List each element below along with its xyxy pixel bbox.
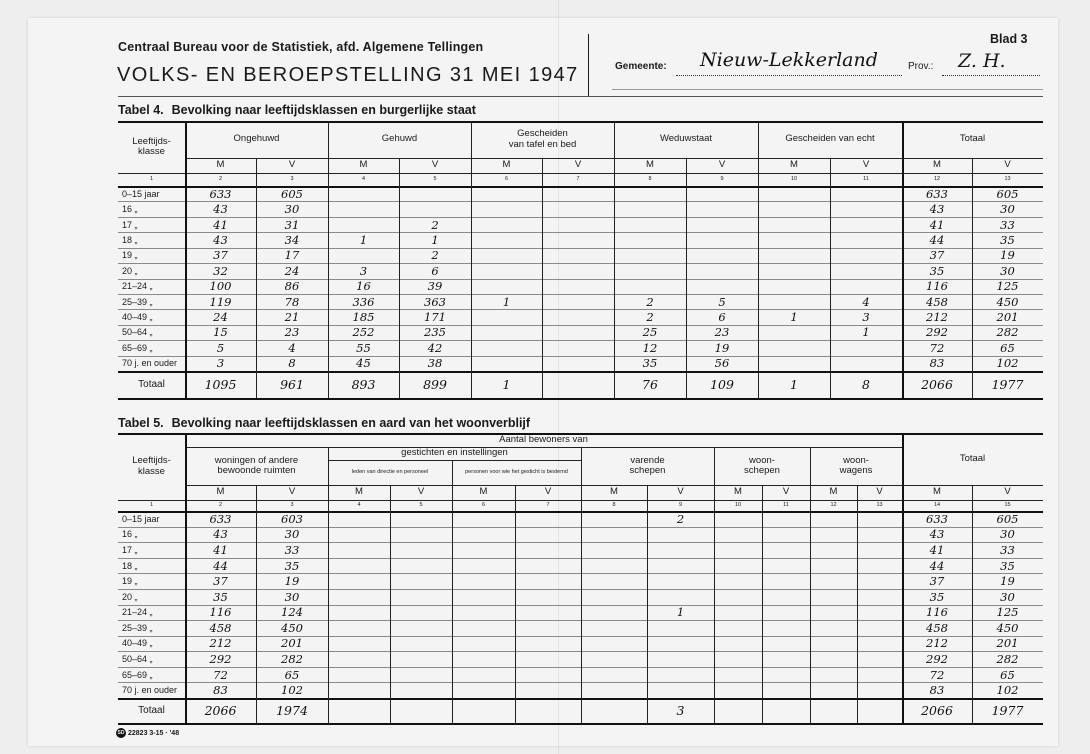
table5-cell-value: 83 [929, 683, 945, 698]
table4-column-number: 4 [361, 176, 366, 183]
table4-cell-value: 35 [929, 263, 945, 278]
table5-sex-label: M [355, 486, 363, 498]
table4-cell-value: 450 [996, 294, 1019, 309]
table5-column-number: 7 [546, 502, 550, 509]
gemeente-label: Gemeente: [615, 61, 667, 72]
table4-cell-value: 32 [213, 263, 228, 278]
table5-sex-label: M [216, 486, 225, 498]
table5-cell-value: 282 [996, 652, 1019, 667]
table4-column-number: 8 [648, 176, 652, 183]
table4-total-label: Totaal [138, 379, 165, 390]
table5-age-header: Leeftijds- klasse [132, 455, 171, 477]
table4-cell-value: 116 [926, 279, 948, 294]
table4-cell-value: 56 [714, 356, 730, 371]
table4-total-value: 1 [790, 377, 798, 392]
table4-cell-value: 8 [288, 356, 296, 371]
table5-cell-value: 116 [209, 605, 232, 620]
table4-cell-value: 23 [714, 325, 730, 340]
table4-cell-value: 4 [288, 340, 296, 355]
table5-cell-value: 37 [929, 574, 945, 589]
table5-cell-value: 72 [213, 667, 228, 682]
table5-title-text: Bevolking naar leeftijdsklassen en aard van het woonverblijf [171, 416, 531, 430]
table5-cell-value: 43 [213, 527, 228, 542]
table4-total-value: 893 [351, 377, 376, 392]
table5-age-label: 65–69 „ [122, 669, 153, 680]
table4-cell-value: 5 [718, 294, 726, 309]
table4-cell-value: 185 [352, 310, 375, 325]
table4-age-label: 21–24 „ [122, 281, 153, 292]
table5-col-line [762, 485, 763, 723]
table5-number: Tabel 5. [118, 416, 164, 430]
table5-cell-value: 30 [1000, 527, 1015, 542]
table4-cell-value: 235 [424, 325, 446, 340]
table5-cell-value: 212 [209, 636, 232, 651]
table4-total-value: 899 [423, 377, 447, 392]
table4-cell-value: 16 [356, 279, 371, 294]
table4-age-label: 16 „ [122, 204, 138, 215]
table5-cell-value: 65 [1000, 667, 1015, 682]
table4-cell-value: 6 [718, 310, 726, 325]
table5-age-label: 21–24 „ [122, 607, 153, 618]
table5-column-number: 4 [357, 502, 361, 509]
table5-age-label: 20 „ [122, 591, 138, 602]
table5-cell-value: 102 [281, 683, 303, 698]
table4-cell-value: 336 [352, 294, 375, 309]
table5-cell-value: 35 [213, 589, 228, 604]
table4-sex-label: M [646, 159, 654, 171]
table4-total-value: 8 [862, 377, 870, 392]
table5-sex-label: M [479, 486, 488, 498]
table4-age-label: 17 „ [122, 219, 138, 230]
table4-column-number: 1 [149, 176, 154, 183]
table5-cell-value: 458 [209, 620, 232, 635]
table5-column-number: 13 [876, 502, 883, 509]
table4-cell-value: 19 [1000, 248, 1015, 263]
table4-sex-label: M [359, 159, 368, 171]
table4-group-header: Gescheiden van echt [785, 133, 875, 145]
table5-cell-value: 33 [284, 542, 300, 557]
table5-cell-value: 83 [213, 683, 228, 698]
table5-super-header: Aantal bewoners van [499, 433, 588, 445]
table4-cell-value: 1 [862, 325, 870, 340]
table4-cell-value: 37 [213, 248, 228, 263]
header-divider [588, 34, 589, 96]
table4-group-header: Totaal [959, 133, 986, 145]
table4-column-number: 5 [433, 176, 437, 183]
table4-age-label: 0–15 jaar [122, 188, 160, 199]
table5-column-number: 10 [734, 502, 742, 509]
table4-cell-value: 38 [427, 356, 443, 371]
table4-cell-value: 37 [929, 248, 945, 263]
table4-group-header: Gescheiden van tafel en bed [508, 128, 577, 150]
table5-cell-value: 201 [996, 636, 1019, 651]
table5-sex-label: V [544, 486, 552, 498]
table4-column-number: 3 [290, 176, 294, 183]
table4-age-label: 65–69 „ [122, 342, 153, 353]
table4-age-label: 20 „ [122, 265, 138, 276]
table4-cell-value: 39 [427, 279, 443, 294]
table4-cell-value: 201 [996, 310, 1019, 325]
table4-column-number: 12 [933, 176, 941, 183]
table4-column-number: 13 [1004, 176, 1011, 183]
table4-sex-label: M [933, 159, 941, 171]
table4-bottom-border [118, 398, 1043, 400]
table5-cell-value: 2 [676, 511, 685, 526]
table4-cell-value: 33 [1000, 217, 1015, 232]
table4-cell-value: 35 [1000, 232, 1015, 247]
table4-cell-value: 1 [431, 232, 439, 247]
table5-column-number: 3 [290, 502, 294, 509]
table5-sex-label: M [933, 486, 941, 498]
table4-title [118, 103, 476, 117]
table4-cell-value: 30 [284, 202, 300, 217]
table4-title-text: Bevolking naar leeftijdsklassen en burgerlijke staat [171, 103, 476, 117]
table4-cell-value: 4 [862, 294, 870, 309]
table4-cell-value: 30 [1000, 202, 1015, 217]
table5-cell-value: 292 [926, 652, 948, 667]
table5-age-label: 0–15 jaar [122, 513, 160, 524]
table5-sex-label: V [417, 486, 425, 498]
table4-cell-value: 2 [646, 310, 654, 325]
organization-name: Centraal Bureau voor de Statistiek, afd. Algemene Tellingen [118, 40, 484, 54]
table5-cell-value: 450 [281, 620, 303, 635]
table4-cell-value: 212 [926, 310, 948, 325]
table4-column-number: 9 [720, 176, 724, 183]
table5-cell-value: 30 [1000, 589, 1015, 604]
table4-age-label: 70 j. en ouder [122, 358, 178, 369]
table5-cell-value: 605 [996, 511, 1019, 526]
sheet-number: Blad 3 [990, 32, 1028, 46]
table5-sex-label: V [288, 486, 296, 498]
table5-age-label: 19 „ [122, 576, 138, 587]
table4-sex-label: V [288, 159, 296, 171]
table5-column-number: 8 [612, 502, 616, 509]
table4-cell-value: 43 [213, 232, 228, 247]
table4-cell-value: 2 [431, 248, 439, 263]
table4-total-value: 961 [280, 377, 304, 392]
table4-cell-value: 24 [284, 263, 300, 278]
table5-column-number: 15 [1004, 502, 1011, 509]
table5-col-line [390, 485, 391, 723]
table4-total-value: 1 [502, 377, 511, 392]
table4-age-label: 50–64 „ [122, 327, 153, 338]
table4-cell-value: 1 [790, 310, 798, 325]
table5-sex-label: V [677, 486, 684, 498]
table5-age-label: 17 „ [122, 544, 138, 555]
gemeente-line [676, 74, 902, 76]
table4-cell-value: 119 [209, 294, 232, 309]
table5-sex-label: V [782, 486, 790, 498]
table4-cell-value: 35 [642, 356, 658, 371]
table5-total-value: 1974 [276, 703, 308, 718]
table5-cell-value: 44 [213, 558, 228, 573]
table5-cell-value: 33 [1000, 542, 1015, 557]
province-value: Z. H. [958, 50, 1006, 72]
table4-cell-value: 44 [929, 232, 945, 247]
table4-cell-value: 24 [213, 310, 228, 325]
table4-age-label: 25–39 „ [122, 296, 153, 307]
table5-column-number: 6 [481, 502, 486, 509]
table5-group-header: woon- wagens [839, 454, 873, 476]
table4-cell-value: 83 [929, 356, 945, 371]
table5-column-number: 9 [678, 502, 683, 509]
table4-cell-value: 363 [424, 294, 446, 309]
table5-cell-value: 19 [284, 574, 300, 589]
table4-cell-value: 458 [926, 294, 948, 309]
table5-cell-value: 19 [1000, 574, 1015, 589]
table4-col-line [542, 158, 543, 398]
table5-cell-value: 30 [284, 527, 300, 542]
table4-cell-value: 292 [926, 325, 948, 340]
table5-cell-value: 41 [929, 542, 945, 557]
table5-cell-value: 212 [926, 636, 948, 651]
table4-cell-value: 45 [356, 356, 371, 371]
table5-sex-label: V [1004, 486, 1011, 498]
table4-total-value: 109 [710, 377, 734, 392]
table5-sex-label: V [876, 486, 883, 498]
table5-cell-value: 35 [284, 558, 300, 573]
table5-total-value: 3 [676, 703, 685, 718]
cbs-logo: SD [117, 730, 125, 736]
table5-cell-value: 41 [213, 542, 228, 557]
table4-number: Tabel 4. [118, 103, 164, 117]
table5-group-header: woningen of andere bewoonde ruimten [214, 454, 299, 476]
form-code: 22823 3-15 · '48 [128, 730, 180, 737]
table4-col-line [830, 158, 831, 398]
table4-sex-label: V [431, 159, 439, 171]
table4-cell-value: 282 [996, 325, 1019, 340]
table5-gestichten-header: gestichten en instellingen [401, 447, 508, 459]
table5-cell-value: 124 [281, 605, 303, 620]
table4-cell-value: 23 [284, 325, 300, 340]
table5-cell-value: 1 [676, 605, 685, 620]
table5-cell-value: 72 [929, 667, 945, 682]
table4-cell-value: 3 [862, 310, 870, 325]
table4-cell-value: 72 [929, 340, 945, 355]
table5-sex-label: M [734, 486, 742, 498]
table4-cell-value: 2 [431, 217, 439, 232]
table4-cell-value: 5 [216, 340, 225, 355]
table4-cell-value: 30 [1000, 263, 1015, 278]
table4-column-number: 2 [218, 176, 223, 183]
table5-column-number: 1 [149, 502, 154, 509]
table5-total-label: Totaal [138, 705, 165, 716]
table5-age-label: 70 j. en ouder [122, 685, 178, 696]
table4-cell-value: 171 [424, 310, 446, 325]
table4-cell-value: 21 [284, 310, 300, 325]
table4-cell-value: 41 [929, 217, 945, 232]
table5-cell-value: 43 [929, 527, 945, 542]
table5-total-value: 2066 [921, 703, 953, 718]
table4-column-number: 11 [863, 176, 869, 183]
table5-group-header: woon- schepen [744, 454, 780, 476]
table4-cell-value: 15 [213, 325, 228, 340]
page-fold [558, 0, 559, 754]
table5-cell-value: 633 [926, 511, 948, 526]
table4-cell-value: 78 [284, 294, 300, 309]
table5-cell-value: 201 [281, 636, 303, 651]
table5-gestichten-sub2: personen voor wie het gesticht is bestemd [465, 469, 568, 476]
table4-cell-value: 43 [929, 202, 945, 217]
table5-total-value: 1977 [991, 703, 1024, 718]
table4-cell-value: 1 [359, 232, 368, 247]
table4-total-value: 2066 [921, 377, 953, 392]
table4-cell-value: 19 [714, 340, 730, 355]
table4-sex-label: V [1004, 159, 1011, 171]
table5-total-value: 2066 [204, 703, 237, 718]
table4-age-label: 19 „ [122, 250, 138, 261]
header-rule [118, 96, 1043, 97]
table5-cell-value: 282 [281, 652, 303, 667]
table4-cell-value: 252 [352, 325, 375, 340]
table4-age-header: Leeftijds- klasse [132, 135, 171, 157]
table5-cell-value: 44 [929, 558, 945, 573]
table5-title [118, 416, 530, 430]
table4-group-header: Weduwstaat [659, 133, 713, 145]
table5-age-label: 50–64 „ [122, 654, 153, 665]
gemeente-value: Nieuw-Lekkerland [700, 49, 878, 71]
table5-sex-label: M [829, 486, 838, 498]
table4-cell-value: 633 [209, 186, 232, 201]
table5-cell-value: 30 [284, 589, 300, 604]
table4-column-number: 7 [576, 176, 580, 183]
table5-cell-value: 125 [996, 605, 1019, 620]
table4-cell-value: 43 [213, 202, 228, 217]
table4-cell-value: 605 [281, 186, 303, 201]
table4-cell-value: 1 [502, 294, 511, 309]
table5-age-label: 16 „ [122, 529, 138, 540]
table5-col-line [857, 485, 858, 723]
table5-bottom-border [118, 723, 1043, 725]
table4-cell-value: 100 [209, 279, 232, 294]
table4-cell-value: 3 [359, 263, 368, 278]
table4-sex-label: M [502, 159, 511, 171]
table4-sex-label: M [216, 159, 225, 171]
table4-cell-value: 2 [646, 294, 654, 309]
table4-cell-value: 17 [284, 248, 300, 263]
table5-cell-value: 458 [926, 620, 948, 635]
table5-column-number: 12 [830, 502, 837, 509]
table4-sex-label: V [862, 159, 870, 171]
table5-column-number: 14 [933, 502, 941, 509]
table5-cell-value: 603 [281, 511, 303, 526]
table4-age-label: 40–49 „ [122, 312, 153, 323]
table5-cell-value: 292 [209, 652, 232, 667]
table4-cell-value: 34 [284, 232, 300, 247]
table4-total-value: 76 [642, 377, 658, 392]
table5-group-header: varende schepen [629, 454, 666, 476]
table4-group-header: Ongehuwd [233, 133, 280, 145]
table5-cell-value: 35 [929, 589, 945, 604]
table4-total-value: 1095 [204, 377, 237, 392]
table4-sex-label: V [574, 159, 582, 171]
table5-cell-value: 633 [209, 511, 232, 526]
table4-cell-value: 86 [284, 279, 300, 294]
form-title: VOLKS- EN BEROEPSTELLING 31 MEI 1947 [117, 64, 579, 86]
table4-cell-value: 102 [996, 356, 1019, 371]
table4-cell-value: 31 [284, 217, 300, 232]
table4-sex-label: M [790, 159, 798, 171]
table5-age-label: 18 „ [122, 560, 138, 571]
table5-cell-value: 116 [926, 605, 948, 620]
table4-cell-value: 605 [996, 186, 1019, 201]
table5-group-header: Totaal [959, 452, 986, 464]
table4-cell-value: 125 [996, 279, 1019, 294]
table4-age-label: 18 „ [122, 234, 138, 245]
table4-group-header: Gehuwd [381, 133, 418, 145]
table5-age-label: 40–49 „ [122, 638, 153, 649]
table5-cell-value: 102 [996, 683, 1019, 698]
table4-cell-value: 65 [1000, 340, 1015, 355]
table5-cell-value: 450 [996, 620, 1019, 635]
table4-cell-value: 55 [356, 340, 371, 355]
table5-cell-value: 35 [1000, 558, 1015, 573]
table4-cell-value: 42 [427, 340, 443, 355]
table5-column-number: 2 [218, 502, 223, 509]
table4-cell-value: 41 [213, 217, 228, 232]
table4-cell-value: 6 [431, 263, 439, 278]
header-rule-2 [612, 89, 1043, 90]
table5-cell-value: 65 [284, 667, 300, 682]
table4-sex-label: V [718, 159, 726, 171]
table5-col-line [515, 485, 516, 723]
table5-sex-label: M [610, 486, 618, 498]
province-line [942, 74, 1040, 76]
table4-cell-value: 25 [642, 325, 658, 340]
table4-cell-value: 12 [642, 340, 658, 355]
table4-column-number: 10 [790, 176, 798, 183]
table5-cell-value: 37 [213, 574, 228, 589]
table4-column-number: 6 [504, 176, 509, 183]
table5-age-label: 25–39 „ [122, 622, 153, 633]
table5-column-number: 11 [783, 502, 789, 509]
table5-column-number: 5 [419, 502, 423, 509]
table4-cell-value: 633 [926, 186, 948, 201]
table5-gestichten-sub1: leden van directie en personeel [351, 469, 429, 476]
table4-total-value: 1977 [991, 377, 1024, 392]
province-label: Prov.: [908, 61, 934, 72]
table4-cell-value: 3 [216, 356, 225, 371]
